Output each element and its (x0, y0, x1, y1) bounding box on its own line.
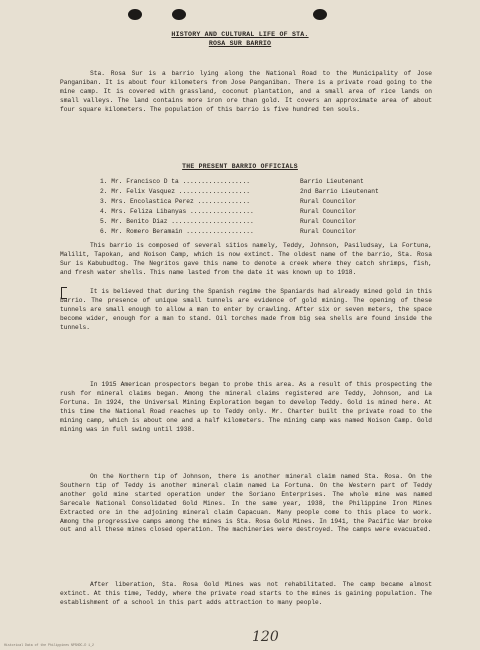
paragraph-text: In 1915 American prospectors began to probe this area. As a result of this prospecting the rush for mineral claims began. Among the mineral claims registered are Teddy, Johnson, and La Fortuna. In 1924, the Universal Mining Exploration began to develop Teddy. Gold is mined here. At this time the National Road reaches up to Teddy only. Mr. Charter built the private road to the mining camp, which is about one and a half kilometers. The mining camp was named Noison Camp. Gold mining was in full swing until 1938. (60, 381, 432, 433)
official-name: 2. Mr. Felix Vasquez ................... (100, 188, 251, 195)
paragraph-text: This barrio is composed of several sitios namely, Teddy, Johnson, Pasiludsay, La Fortuna, Malilit, Tapokan, and Noison Camp, which is now extinct. The oldest name of the barrio, Sta. Rosa Sur is Kabubudtog. The Negritos gave this name to denote a creek where they catch shrimps, fish, and fresh water shells. This name lasted from the date it was known up to 1918. (60, 242, 432, 276)
official-name: 1. Mr. Francisco D ta .................. (100, 178, 251, 185)
paragraph-2 (60, 242, 432, 278)
paragraph-4 (60, 381, 432, 434)
official-position: Rural Councilor (300, 208, 357, 215)
paragraph-text: On the Northern tip of Johnson, there is another mineral claim named Sta. Rosa. On the Southern tip of Teddy is another mineral claim named La Fortuna. On the Western part of Teddy another gold mine started operation under the Soriano Enterprises. The whole mine was named Sarecale National Consolidated Gold Mines. In the same year, 1938, the Philippine Iron Mines Extracted ore in the adjoining mineral claim Capacuan. Many people come to this place to work. Among the progressive camps among the mines is Sta. Rosa Gold Mines. In 1941, the Pacific War broke out and all these mines closed operation. The machineries were destroyed. The camps were evacuated. (60, 473, 432, 534)
official-name: 5. Mr. Benito Diaz ...................... (100, 218, 254, 225)
paragraph-1 (60, 70, 432, 115)
officials-list (100, 177, 400, 237)
paragraph-text: It is believed that during the Spanish regime the Spaniards had already mined gold in this barrio. The presence of unique small tunnels are evidence of gold mining. The opening of these tunnels are small enough to allow a man to enter by crawling. After six or seven meters, the space become wider, enough for a man to stand. Oil torches made from big sea shells are found inside the tunnels. (60, 288, 432, 331)
official-row (100, 217, 400, 227)
official-row (100, 187, 400, 197)
official-name: 6. Mr. Romero Beramain .................. (100, 228, 254, 235)
official-row (100, 207, 400, 217)
official-position: Rural Councilor (300, 228, 357, 235)
official-name: 3. Mrs. Encolastica Perez .............. (100, 198, 251, 205)
official-row (100, 177, 400, 187)
official-position: Rural Councilor (300, 198, 357, 205)
binder-hole (313, 9, 327, 20)
official-name: 4. Mrs. Feliza Libanyas ................. (100, 208, 254, 215)
footer-note: Historical Data of the Philippines NPSHDC-D 1_2 (4, 643, 94, 647)
paragraph-5 (60, 473, 432, 535)
official-position: Barrio Lieutenant (300, 178, 364, 185)
official-row (100, 197, 400, 207)
paragraph-text: After liberation, Sta. Rosa Gold Mines was not rehabilitated. The camp became almost extinct. At this time, Teddy, where the private road starts to the mines is gaining population. The establishment of a school in this part adds attraction to many people. (60, 581, 432, 606)
page-number: 120 (252, 629, 279, 645)
binder-hole (172, 9, 186, 20)
paragraph-3 (60, 288, 432, 333)
official-position: 2nd Barrio Lieutenant (300, 188, 379, 195)
paragraph-text: Sta. Rosa Sur is a barrio lying along the National Road to the Municipality of Jose Panganiban. It is about four kilometers from Jose Panganiban. There is a private road going to the mine camp. It is covered with grassland, coconut plantation, and a small area of rice lands on small valleys. The land contains more iron ore than gold. It covers an approximate area of about four square kilometers. The population of this barrio is five hundred ten souls. (60, 70, 432, 113)
official-position: Rural Councilor (300, 218, 357, 225)
document-title: HISTORY AND CULTURAL LIFE OF STA. (171, 31, 309, 38)
paragraph-6 (60, 581, 432, 608)
document-subtitle: ROSA SUR BARRIO (208, 40, 272, 47)
official-row (100, 227, 400, 237)
binder-hole (128, 9, 142, 20)
officials-heading: THE PRESENT BARRIO OFFICIALS (182, 163, 298, 170)
